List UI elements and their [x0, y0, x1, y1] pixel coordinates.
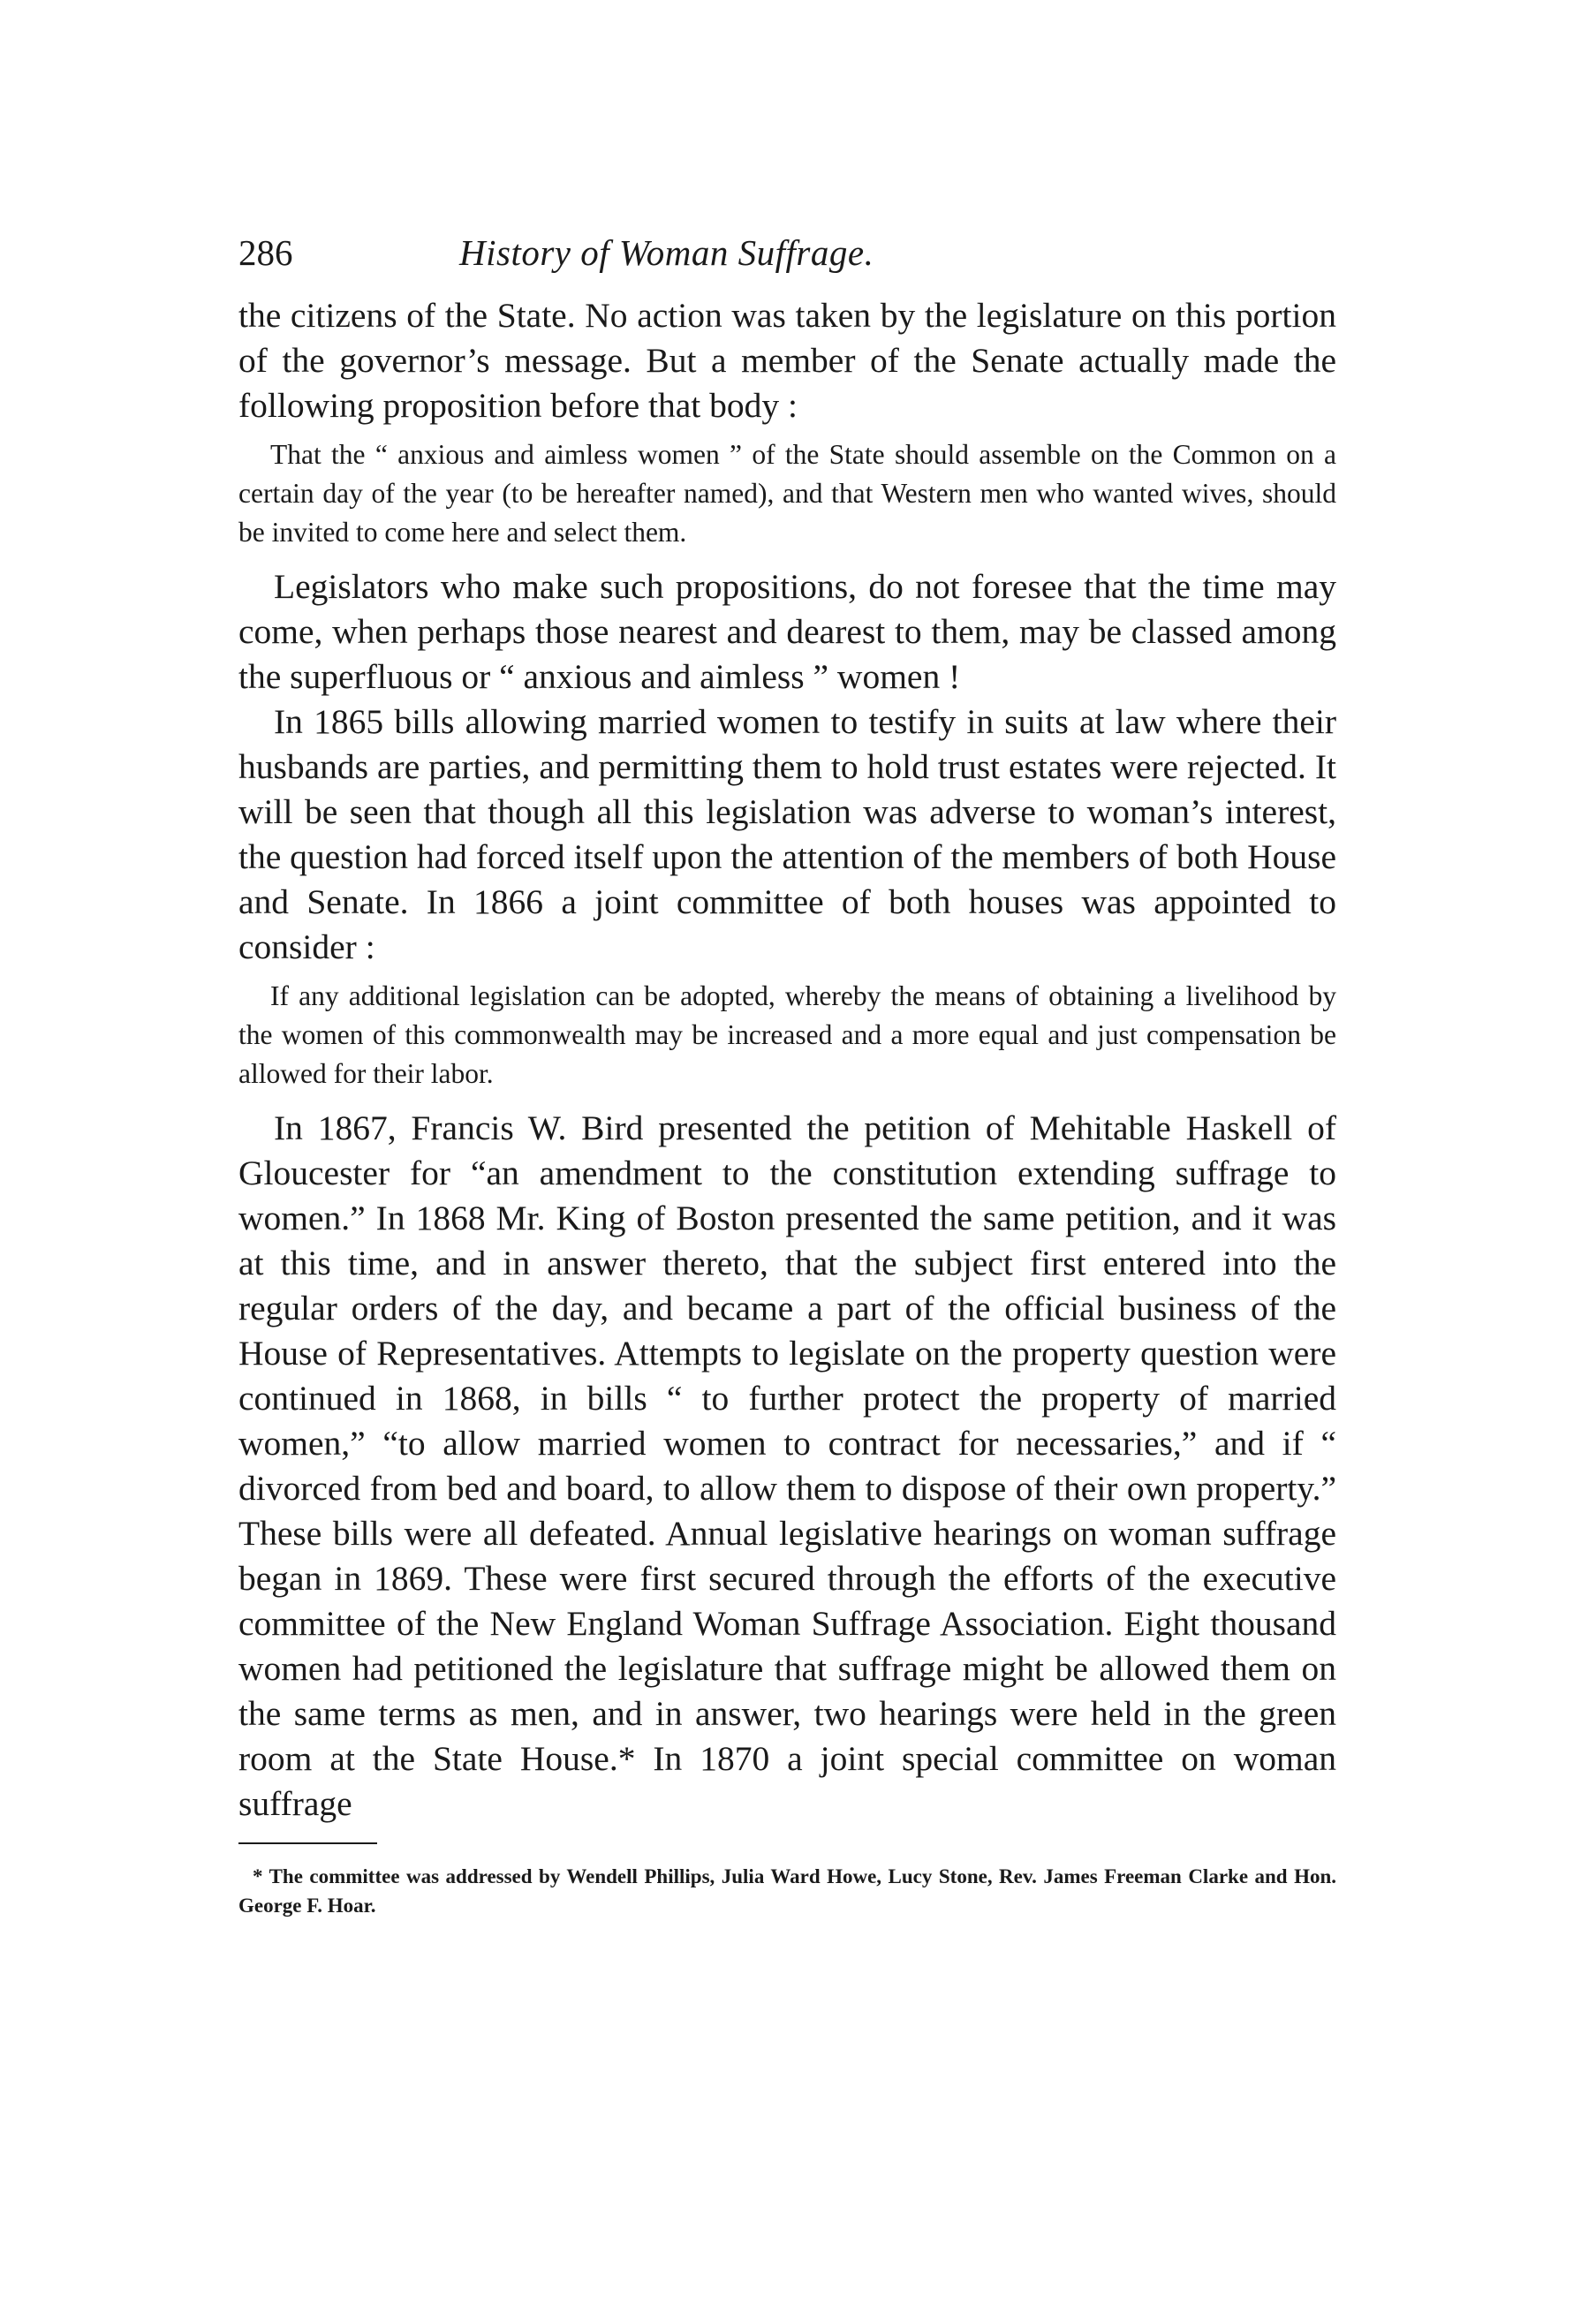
paragraph-2: Legislators who make such propositions, do not foresee that the time may come, when perhaps those nearest and dearest to them, may be classed among the superfluous or “ anxious and aimless ” women ! — [238, 567, 1336, 696]
extract-committee-charge: If any additional legislation can be adopted, whereby the means of obtaining a livelihood by the women of this commonwealth may be increased and a more equal and just compensation be allowed for their labor. — [238, 980, 1336, 1089]
paragraph-1: the citizens of the State. No action was taken by the legislature on this portion of the governor’s message. But a member of the Senate actually made the following proposition before that body : — [238, 296, 1336, 425]
footnote-rule — [238, 1842, 377, 1844]
page-number: 286 — [238, 232, 293, 273]
paragraph-3: In 1865 bills allowing married women to testify in suits at law where their husbands are parties, and permitting them to hold trust estates were rejected. It will be seen that though all this legislation was adverse to woman’s interest, the question had forced itself upon the attention of the members of both House and Senate. In 1866 a joint committee of both houses was appointed to consider : — [238, 702, 1336, 966]
footnote: * The committee was addressed by Wendell Phillips, Julia Ward Howe, Lucy Stone, Rev. James Freeman Clarke and Hon. George F. Hoar. — [238, 1865, 1336, 1917]
running-head — [238, 231, 1336, 293]
paragraph-4: In 1867, Francis W. Bird presented the petition of Mehitable Haskell of Gloucester for “an amendment to the constitution extending suffrage to women.” In 1868 Mr. King of Boston presented the same petition, and it was at this time, and in answer thereto, that the subject first entered into the regular orders of the day, and became a part of the official business of the House of Representatives. Attempts to legislate on the property question were continued in 1868, in bills “ to further protect the property of married women,” “to allow married women to contract for necessaries,” and if “ divorced from bed and board, to allow them to dispose of their own property.” These bills were all defeated. Annual legislative hearings on woman suffrage began in 1869. These were first secured through the efforts of the executive committee of the New England Woman Suffrage Association. Eight thousand women had petitioned the legislature that suffrage might be allowed them on the same terms as men, and in answer, two hearings were held in the green room at the State House.* In 1870 a joint special committee on woman suffrage — [238, 1108, 1336, 1823]
extract-senate-proposition: That the “ anxious and aimless women ” of the State should assemble on the Common on a certain day of the year (to be hereafter named), and that Western men who wanted wives, should be invited to come here and select them. — [238, 439, 1336, 548]
running-title: History of Woman Suffrage. — [459, 232, 874, 273]
book-page — [238, 231, 1336, 1920]
